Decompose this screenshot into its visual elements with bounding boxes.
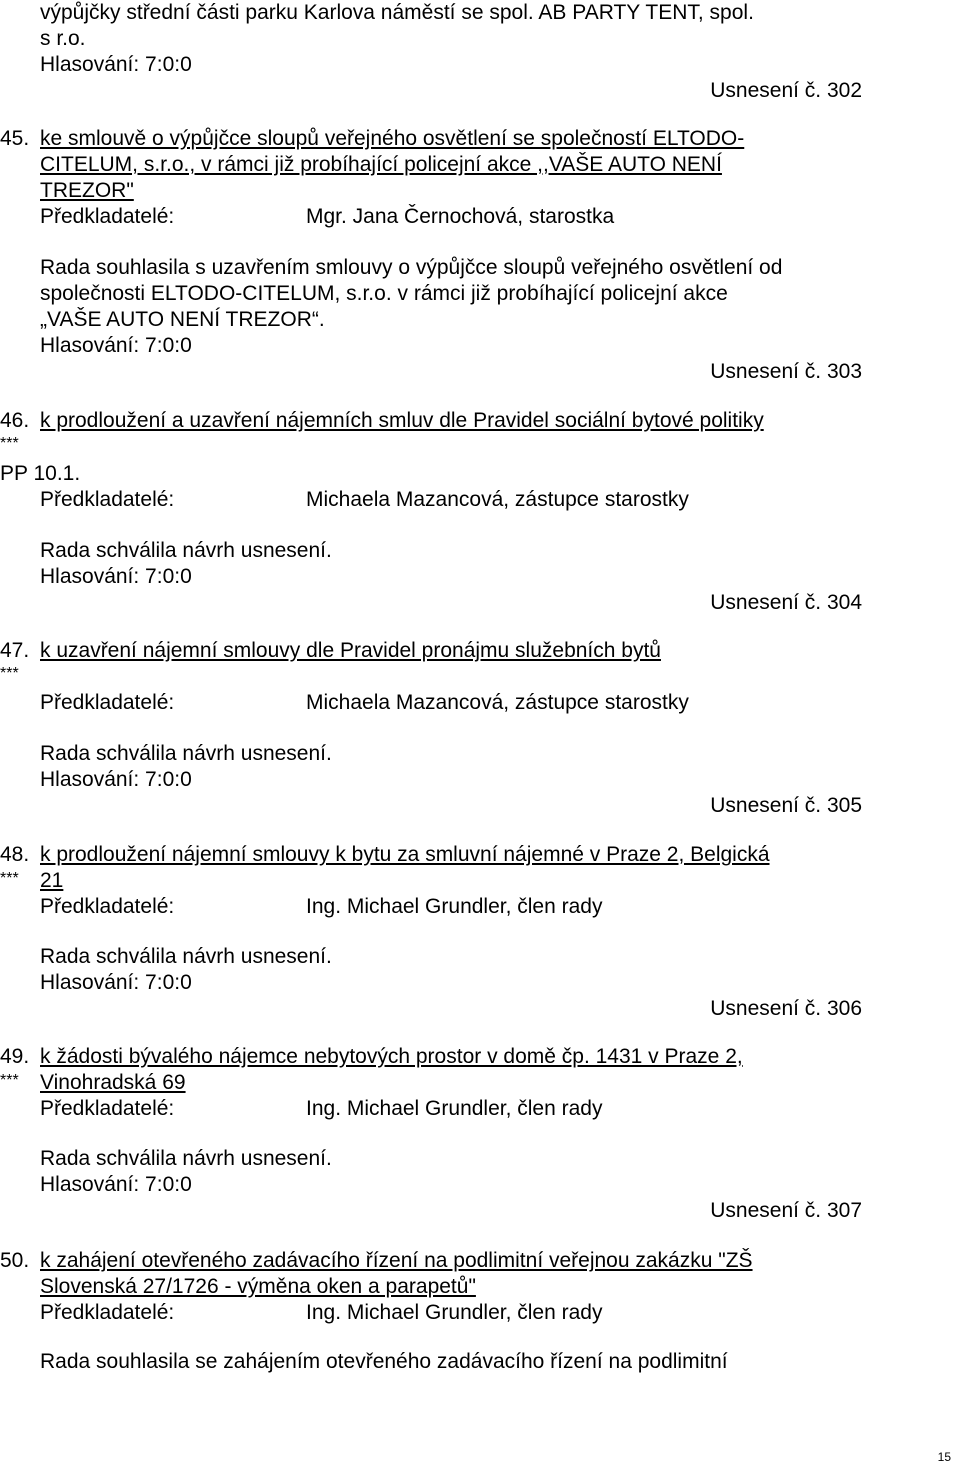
resolution-number: Usnesení č. 306: [710, 997, 862, 1020]
item-title: [40, 126, 840, 204]
item-number: 45.: [0, 127, 30, 150]
decision-text: [40, 741, 860, 793]
vote-line: Hlasování: 7:0:0: [40, 53, 192, 76]
vote-line: Hlasování: 7:0:0: [40, 768, 192, 791]
decision-text: [40, 255, 860, 359]
item-title-line: TREZOR": [40, 179, 134, 202]
item-number: 48.: [0, 843, 30, 866]
decision-text: [40, 1146, 860, 1198]
stars-marker: ***: [0, 1072, 19, 1089]
vote-line: Hlasování: 7:0:0: [40, 334, 192, 357]
presenters-label: Předkladatelé:: [40, 1097, 175, 1120]
decision-line: Rada schválila návrh usnesení.: [40, 1147, 332, 1170]
top-continuation: [40, 0, 860, 78]
text-line: s r.o.: [40, 27, 86, 50]
item-title: [40, 638, 840, 664]
decision-line: Rada souhlasila se zahájením otevřeného zadávacího řízení na podlimitní: [40, 1350, 728, 1373]
item-title: [40, 842, 840, 894]
presenter-name: Ing. Michael Grundler, člen rady: [306, 895, 603, 918]
decision-text: [40, 944, 860, 996]
presenters-label: Předkladatelé:: [40, 895, 175, 918]
item-number: 46.: [0, 409, 30, 432]
stars-marker: ***: [0, 665, 19, 682]
item-title: [40, 1248, 840, 1300]
item-number: 49.: [0, 1045, 30, 1068]
presenter-name: Mgr. Jana Černochová, starostka: [306, 205, 615, 228]
decision-line: Rada schválila návrh usnesení.: [40, 742, 332, 765]
vote-line: Hlasování: 7:0:0: [40, 565, 192, 588]
item-number: 47.: [0, 639, 30, 662]
item-title: [40, 408, 840, 434]
resolution-number: Usnesení č. 305: [710, 794, 862, 817]
resolution-number: Usnesení č. 303: [710, 360, 862, 383]
item-title-line: k uzavření nájemní smlouvy dle Pravidel pronájmu služebních bytů: [40, 639, 661, 662]
presenters-label: Předkladatelé:: [40, 488, 175, 511]
item-number: 50.: [0, 1249, 30, 1272]
decision-line: Rada souhlasila s uzavřením smlouvy o výpůjčce sloupů veřejného osvětlení od: [40, 256, 783, 279]
pp-reference: PP 10.1.: [0, 462, 81, 485]
presenter-name: Michaela Mazancová, zástupce starostky: [306, 488, 689, 511]
text-line: výpůjčky střední části parku Karlova náměstí se spol. AB PARTY TENT, spol.: [40, 1, 754, 24]
decision-line: společnosti ELTODO-CITELUM, s.r.o. v rámci již probíhající policejní akce: [40, 282, 728, 305]
vote-line: Hlasování: 7:0:0: [40, 971, 192, 994]
stars-marker: ***: [0, 870, 19, 887]
item-title: [40, 1044, 840, 1096]
item-title-line: 21: [40, 869, 64, 892]
decision-text: [40, 1349, 860, 1375]
decision-line: Rada schválila návrh usnesení.: [40, 945, 332, 968]
stars-marker: ***: [0, 435, 19, 452]
resolution-number: Usnesení č. 304: [710, 591, 862, 614]
vote-line: Hlasování: 7:0:0: [40, 1173, 192, 1196]
item-title-line: Vinohradská 69: [40, 1071, 186, 1094]
item-title-line: ke smlouvě o výpůjčce sloupů veřejného osvětlení se společností ELTODO-: [40, 127, 745, 150]
presenters-label: Předkladatelé:: [40, 205, 175, 228]
presenter-name: Ing. Michael Grundler, člen rady: [306, 1301, 603, 1324]
item-title-line: k zahájení otevřeného zadávacího řízení na podlimitní veřejnou zakázku "ZŠ: [40, 1249, 753, 1272]
decision-line: „VAŠE AUTO NENÍ TREZOR“.: [40, 308, 325, 331]
item-title-line: k žádosti bývalého nájemce nebytových prostor v domě čp. 1431 v Praze 2,: [40, 1045, 743, 1068]
presenters-label: Předkladatelé:: [40, 1301, 175, 1324]
presenter-name: Ing. Michael Grundler, člen rady: [306, 1097, 603, 1120]
item-title-line: k prodloužení a uzavření nájemních smluv dle Pravidel sociální bytové politiky: [40, 409, 764, 432]
resolution-number: Usnesení č. 302: [710, 79, 862, 102]
item-title-line: Slovenská 27/1726 - výměna oken a parapetů": [40, 1275, 476, 1298]
decision-line: Rada schválila návrh usnesení.: [40, 539, 332, 562]
resolution-number: Usnesení č. 307: [710, 1199, 862, 1222]
item-title-line: CITELUM, s.r.o., v rámci již probíhající policejní akce ,,VAŠE AUTO NENÍ: [40, 153, 722, 176]
item-title-line: k prodloužení nájemní smlouvy k bytu za smluvní nájemné v Praze 2, Belgická: [40, 843, 770, 866]
presenters-label: Předkladatelé:: [40, 691, 175, 714]
presenter-name: Michaela Mazancová, zástupce starostky: [306, 691, 689, 714]
decision-text: [40, 538, 860, 590]
page-number: 15: [937, 1450, 951, 1464]
